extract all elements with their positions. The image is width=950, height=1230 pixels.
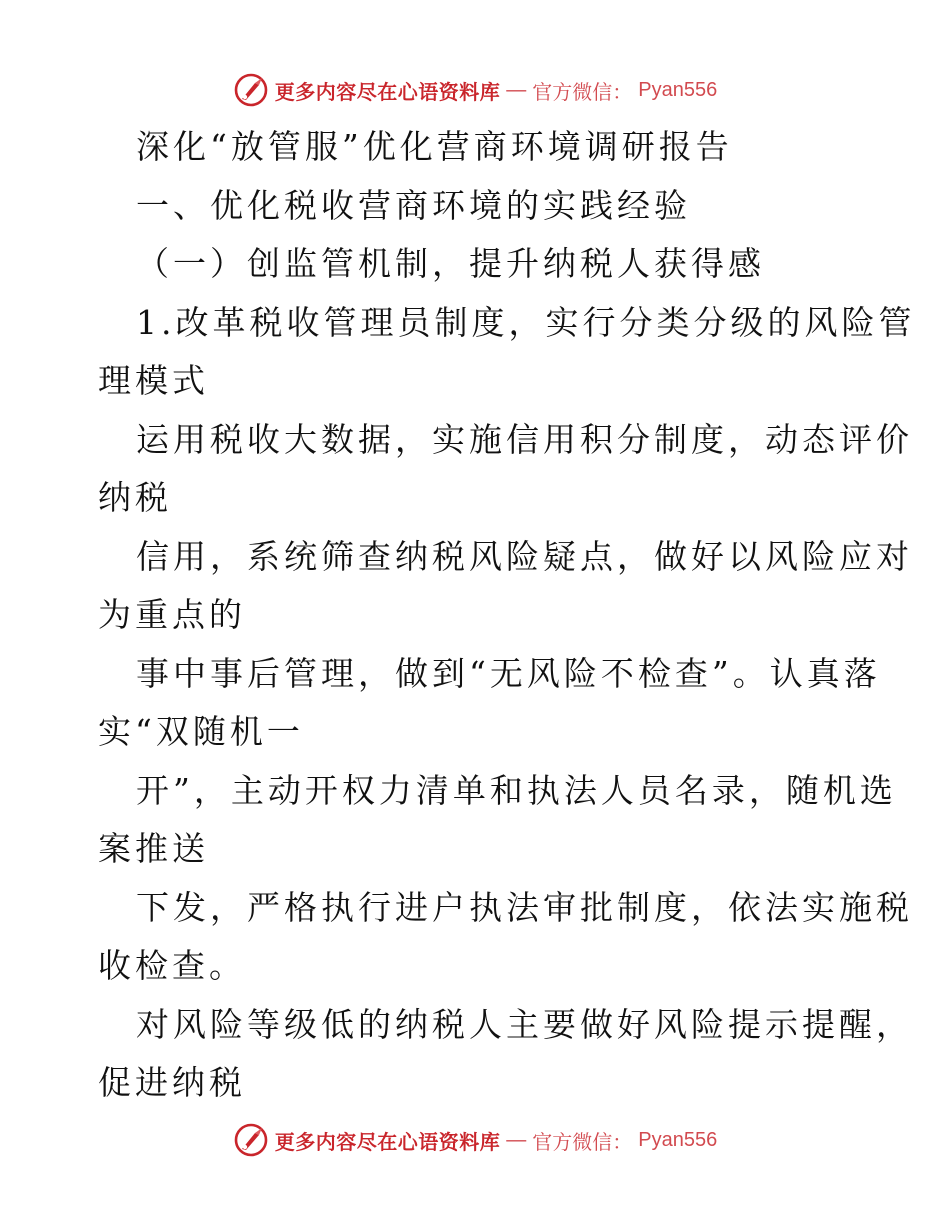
watermark-separator: — (506, 78, 527, 101)
document-title: 深化“放管服”优化营商环境调研报告 (136, 127, 733, 166)
header-watermark (0, 68, 950, 112)
paragraph-line: 对风险等级低的纳税人主要做好风险提示提醒， (136, 1004, 913, 1044)
watermark-separator: — (506, 1128, 527, 1151)
section-heading: 一、优化税收营商环境的实践经验 (136, 185, 691, 225)
footer-watermark (0, 1118, 950, 1162)
paragraph-line: 1.改革税收管理员制度，实行分类分级的风险管 (136, 302, 916, 342)
watermark-brand: 更多内容尽在心语资料库 (274, 79, 501, 104)
paragraph-line: 理模式 (98, 361, 209, 400)
paragraph-line: 案推送 (98, 829, 209, 868)
paragraph-line: 运用税收大数据，实施信用积分制度，动态评价 (136, 419, 913, 459)
watermark-brand: 更多内容尽在心语资料库 (274, 1129, 501, 1154)
paragraph-line: 事中事后管理，做到“无风险不检查”。认真落 (136, 653, 881, 693)
paragraph-line: 促进纳税 (98, 1063, 246, 1102)
paragraph-line: 纳税 (98, 478, 172, 517)
paragraph-line: 收检查。 (98, 946, 246, 985)
paragraph-line: 下发，严格执行进户执法审批制度，依法实施税 (136, 887, 913, 927)
watermark-contact-id: Pyan556 (638, 78, 718, 101)
paragraph-line: 为重点的 (98, 595, 246, 634)
watermark-contact-id: Pyan556 (638, 1128, 718, 1151)
paragraph-line: 开”，主动开权力清单和执法人员名录，随机选 (136, 770, 897, 810)
watermark-contact-label: 官方微信： (532, 1129, 633, 1154)
paragraph-line: 信用，系统筛查纳税风险疑点，做好以风险应对 (136, 536, 913, 576)
subsection-heading: （一）创监管机制，提升纳税人获得感 (136, 244, 765, 283)
paragraph-line: 实“双随机一 (98, 712, 304, 751)
quill-logo-icon (233, 72, 269, 108)
quill-logo-icon (233, 1122, 269, 1158)
watermark-contact-label: 官方微信： (532, 79, 633, 104)
document-body (98, 118, 916, 1113)
